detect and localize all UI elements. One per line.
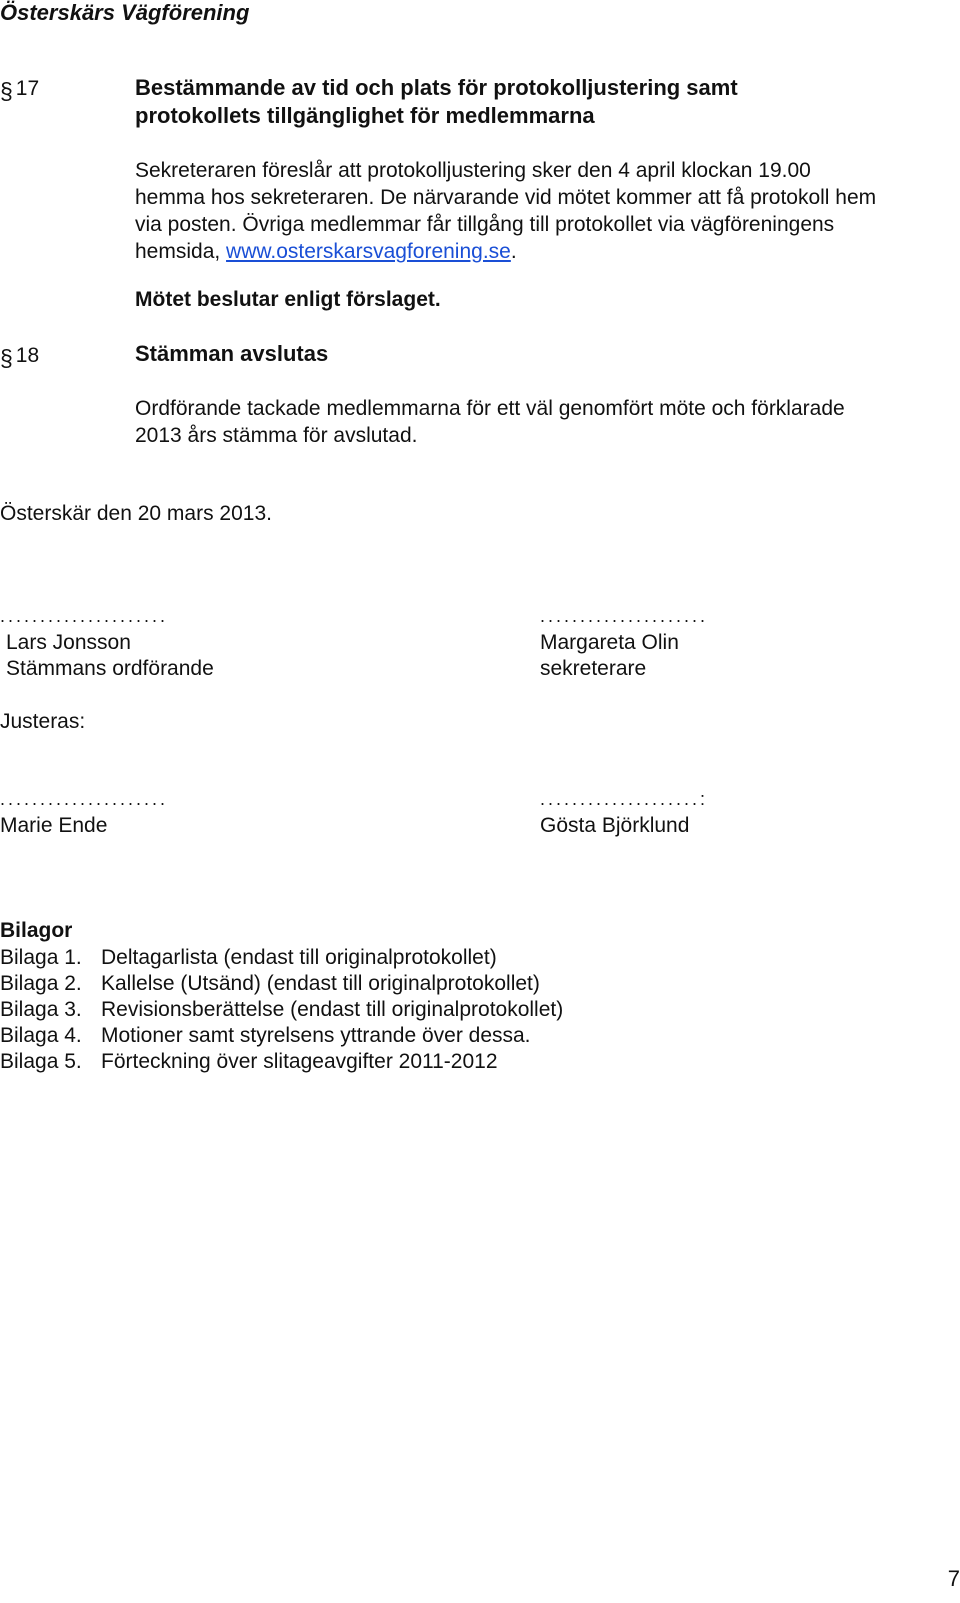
secretary-name: Margareta Olin [540,631,679,654]
section-17-number: § 17 [0,77,40,104]
section-17-body-line2: hemma hos sekreteraren. De närvarande vid mötet kommer att få protokoll hem [135,186,877,209]
page-number: 7 [947,1566,960,1591]
section-sign-icon: § [0,78,13,104]
section-17-body-line1: Sekreteraren föreslår att protokolljustering sker den 4 april klockan 19.00 [135,159,811,182]
adjuster2-name: Gösta Björklund [540,814,690,837]
attachment-item: Bilaga 4. Motioner samt styrelsens yttrande över dessa. [0,1024,531,1047]
section-17-title-line2: protokollets tillgänglighet för medlemmarna [135,103,595,128]
section-17-decision: Mötet beslutar enligt förslaget. [135,288,441,311]
section-17-body-line3: via posten. Övriga medlemmar får tillgång till protokollet via vägföreningens [135,213,835,236]
section-18-title: Stämman avslutas [135,341,329,366]
section-17-title-line1: Bestämmande av tid och plats för protokolljustering samt [135,75,738,100]
section-17-body-line4: hemsida, www.osterskarsvagforening.se. [135,240,517,263]
signature-line-adjuster2: ....................: [540,789,709,809]
attachment-item: Bilaga 5. Förteckning över slitageavgifter 2011-2012 [0,1050,498,1073]
section-17-title [135,74,738,130]
section-18-body-line1: Ordförande tackade medlemmarna för ett väl genomfört möte och förklarade [135,397,845,420]
adjusted-label: Justeras: [0,710,86,733]
chair-role: Stämmans ordförande [6,657,214,680]
section-18-number: § 18 [0,344,40,371]
section-18-body-line2: 2013 års stämma för avslutad. [135,424,418,447]
organization-name: Österskärs Vägförening [0,0,250,25]
section-17-body [135,157,876,265]
attachment-item: Bilaga 3. Revisionsberättelse (endast till originalprotokollet) [0,998,564,1021]
section-18-body [135,395,845,449]
section-sign-icon: § [0,345,13,371]
website-link[interactable]: www.osterskarsvagforening.se [226,240,511,263]
place-date: Österskär den 20 mars 2013. [0,502,272,525]
adjuster1-name: Marie Ende [0,814,108,837]
signature-line-adjuster1: ..................... [0,789,169,809]
signature-line-chair: ..................... [0,606,169,626]
attachments-list [0,945,563,1075]
secretary-role: sekreterare [540,657,647,680]
attachment-item: Bilaga 2. Kallelse (Utsänd) (endast till originalprotokollet) [0,972,540,995]
attachments-heading: Bilagor [0,919,73,942]
signature-line-secretary: ..................... [540,606,709,626]
chair-name: Lars Jonsson [6,631,131,654]
attachment-item: Bilaga 1. Deltagarlista (endast till originalprotokollet) [0,946,497,969]
